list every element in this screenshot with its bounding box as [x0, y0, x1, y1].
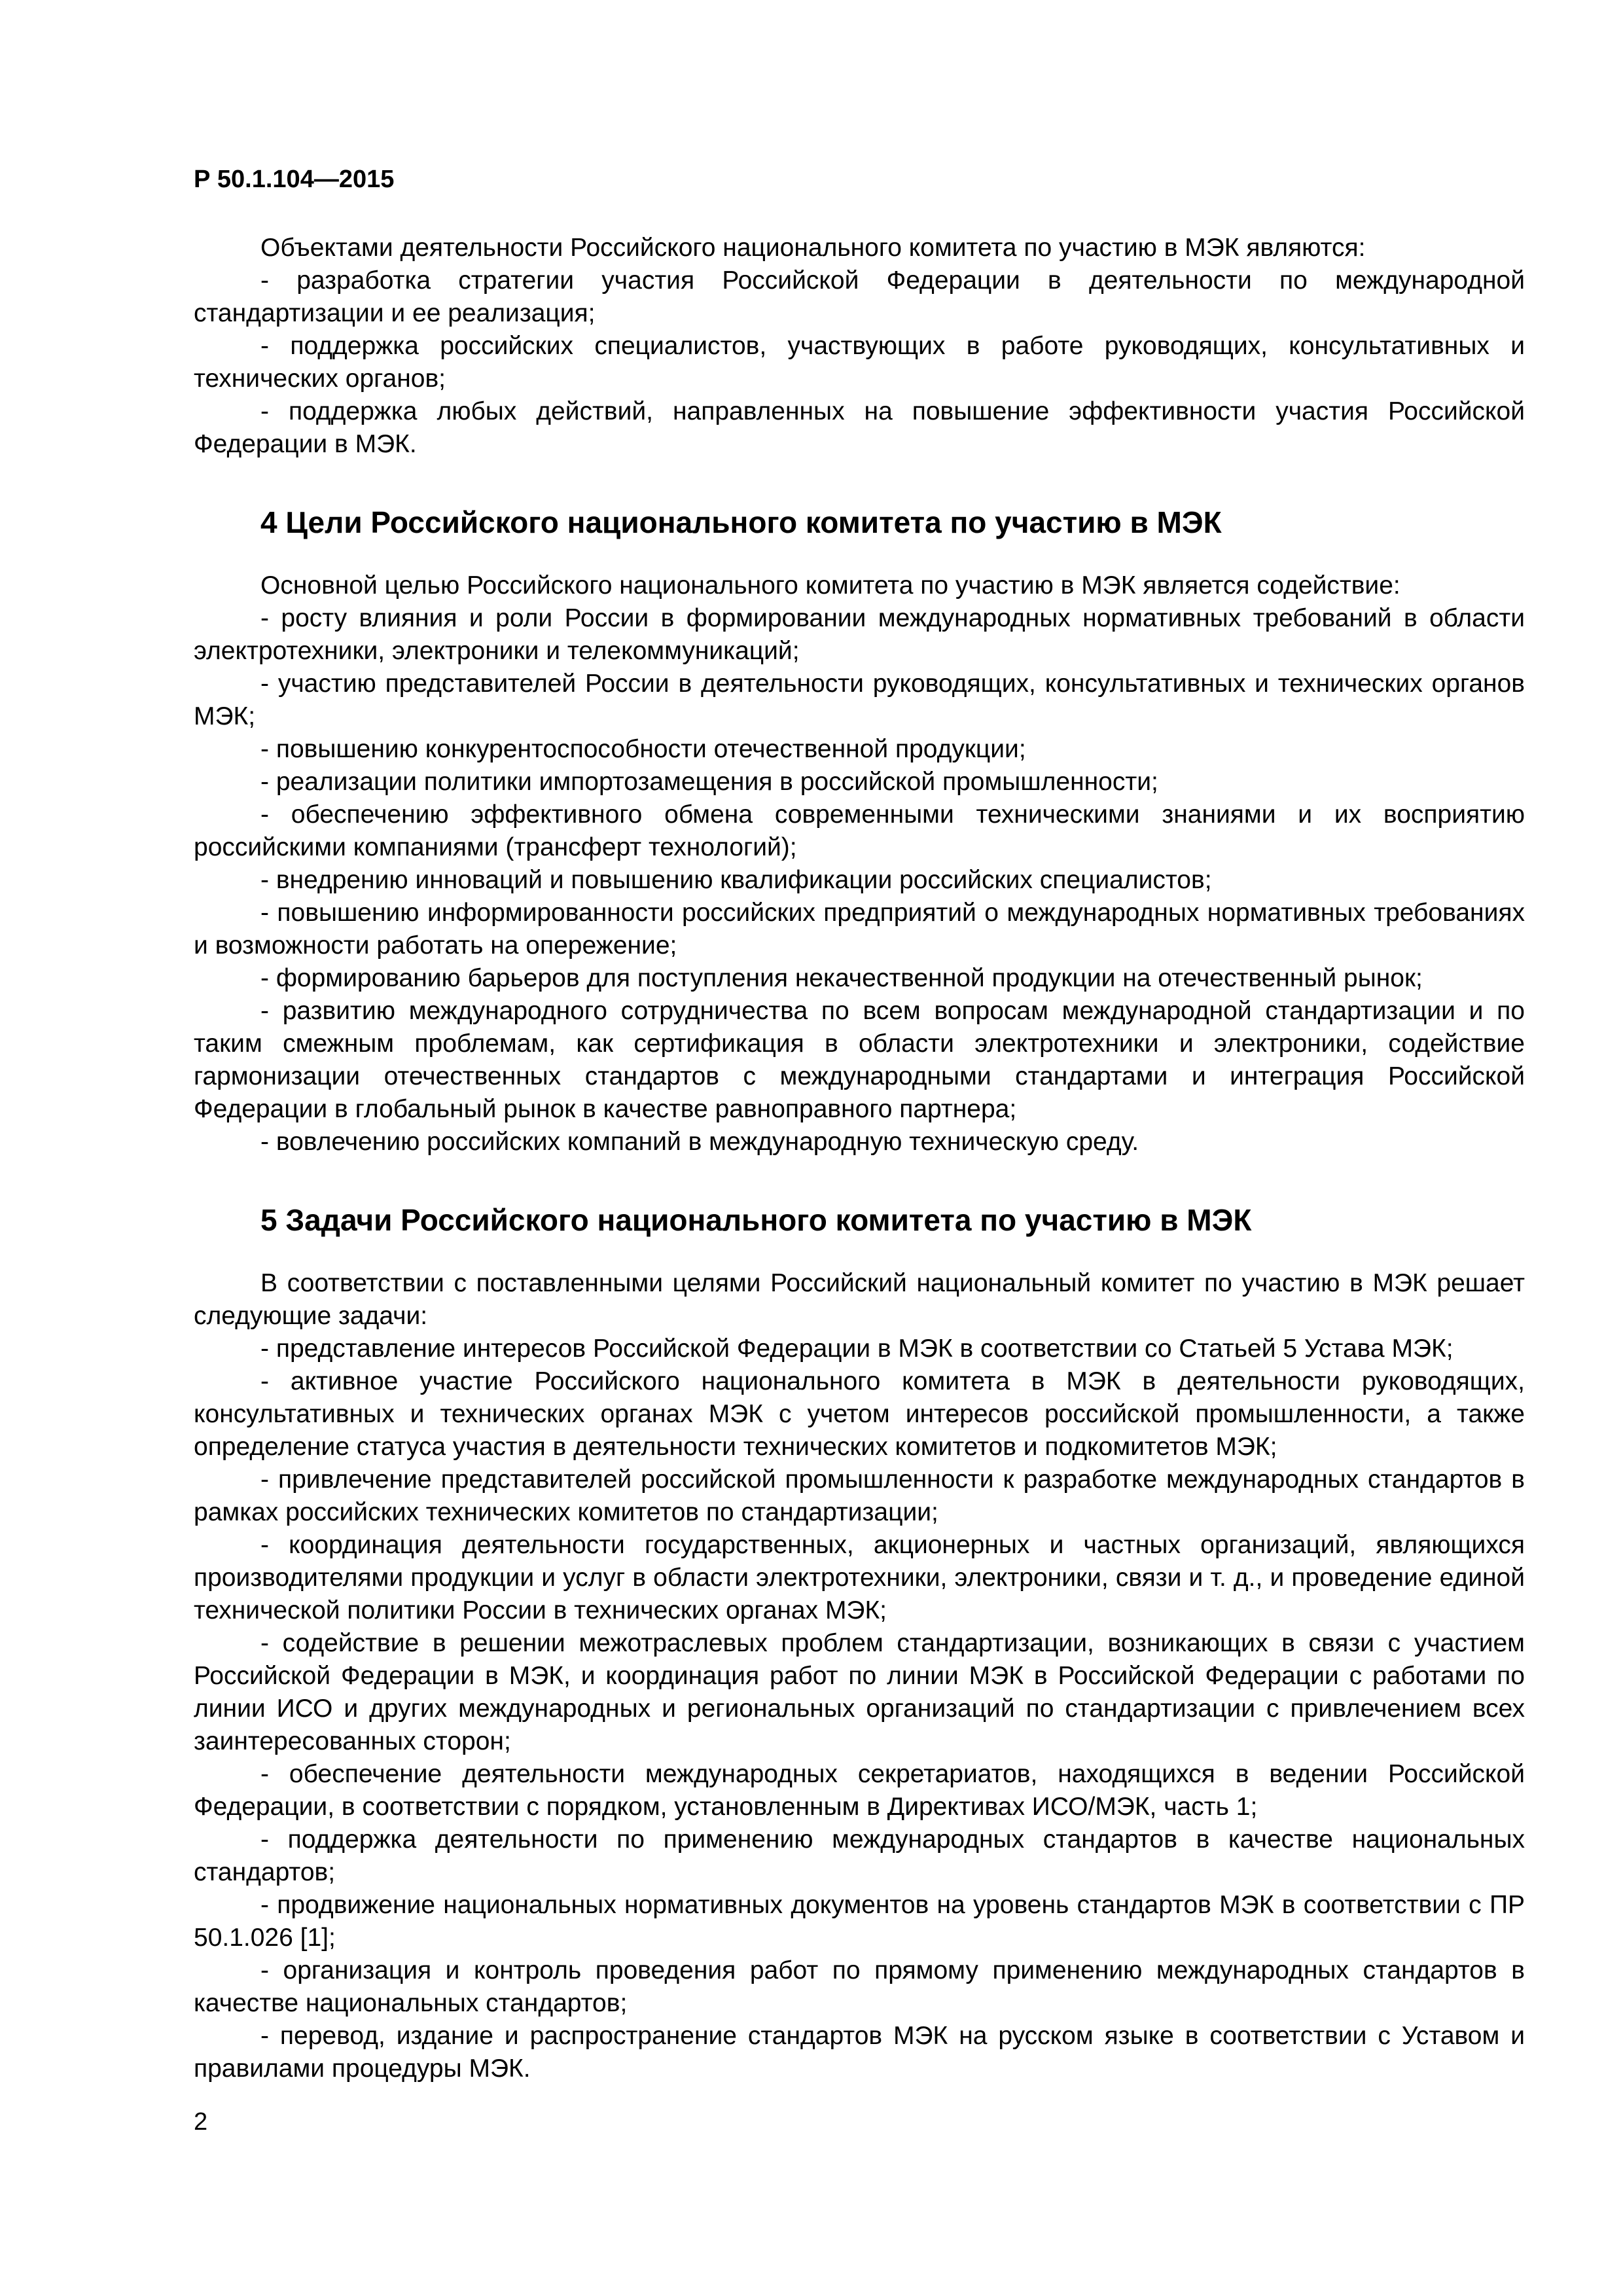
intro-section [194, 232, 1525, 461]
document-code: Р 50.1.104—2015 [194, 166, 395, 193]
section-4-list-item: - внедрению инноваций и повышению квалификации российских специалистов; [260, 866, 1212, 894]
section-4-list-item: - повышению информированности российских предприятий о международных нормативных требованиях и возможности работать на опережение; [194, 899, 1525, 960]
section-4-list-item: - реализации политики импортозамещения в российской промышленности; [260, 768, 1158, 796]
section-4-list-item: - формированию барьеров для поступления некачественной продукции на отечественный рынок; [260, 964, 1423, 992]
section-5-list-item: - координация деятельности государственных, акционерных и частных организаций, являющихся производителями продукции и услуг в области электротехники, электроники, связи и т. д., и проведение единой технической политики России в технических органах МЭК; [194, 1531, 1525, 1624]
section-4-list-item: - повышению конкурентоспособности отечественной продукции; [260, 735, 1026, 763]
section-4-paragraph: Основной целью Российского национального комитета по участию в МЭК является содействие: [260, 571, 1400, 600]
section-4 [194, 504, 1525, 1158]
section-5-paragraph: В соответствии с поставленными целями Российский национальный комитет по участию в МЭК решает следующие задачи: [194, 1269, 1525, 1330]
section-5-list-item: - представление интересов Российской Федерации в МЭК в соответствии со Статьей 5 Устава МЭК; [260, 1335, 1454, 1363]
section-5-list-item: - организация и контроль проведения работ по прямому применению международных стандартов в качестве национальных стандартов; [194, 1956, 1525, 2017]
section-4-list-item: - участию представителей России в деятельности руководящих, консультативных и технических органов МЭК; [194, 670, 1525, 730]
page-number: 2 [194, 2108, 208, 2136]
section-5-list-item: - обеспечение деятельности международных секретариатов, находящихся в ведении Российской Федерации, в соответствии с порядком, установленным в Директивах ИСО/МЭК, часть 1; [194, 1760, 1525, 1821]
intro-list-item: - поддержка российских специалистов, участвующих в работе руководящих, консультативных и технических органов; [194, 332, 1525, 393]
section-5 [194, 1202, 1525, 2085]
section-5-list-item: - перевод, издание и распространение стандартов МЭК на русском языке в соответствии с Уставом и правилами процедуры МЭК. [194, 2022, 1525, 2083]
section-5-list-item: - содействие в решении межотраслевых проблем стандартизации, возникающих в связи с участием Российской Федерации в МЭК, и координация работ по линии МЭК в Российской Федерации с работами по линии ИСО и других международных и региональных организаций по стандартизации с привлечением всех заинтересованных сторон; [194, 1629, 1525, 1755]
section-4-list-item: - вовлечению российских компаний в международную техническую среду. [260, 1128, 1139, 1156]
intro-paragraph: Объектами деятельности Российского национального комитета по участию в МЭК являются: [260, 234, 1366, 262]
section-5-list-item: - продвижение национальных нормативных документов на уровень стандартов МЭК в соответствии с ПР 50.1.026 [1]; [194, 1891, 1525, 1952]
section-5-list-item: - поддержка деятельности по применению международных стандартов в качестве национальных стандартов; [194, 1825, 1525, 1886]
section-4-heading: 4 Цели Российского национального комитета по участию в МЭК [260, 505, 1222, 539]
section-5-list-item: - привлечение представителей российской промышленности к разработке международных стандартов в рамках российских технических комитетов по стандартизации; [194, 1465, 1525, 1526]
intro-list-item: - разработка стратегии участия Российской Федерации в деятельности по международной стандартизации и ее реализация; [194, 266, 1525, 327]
section-4-list-item: - обеспечению эффективного обмена современными техническими знаниями и их восприятию российскими компаниями (трансферт технологий); [194, 800, 1525, 861]
section-4-list-item: - росту влияния и роли России в формировании международных нормативных требований в области электротехники, электроники и телекоммуникаций; [194, 604, 1525, 665]
document-page [194, 164, 1525, 2127]
intro-list-item: - поддержка любых действий, направленных на повышение эффективности участия Российской Федерации в МЭК. [194, 397, 1525, 458]
section-5-list-item: - активное участие Российского национального комитета в МЭК в деятельности руководящих, консультативных и технических органах МЭК с учетом интересов российской промышленности, а также определение статуса участия в деятельности технических комитетов и подкомитетов МЭК; [194, 1367, 1525, 1461]
section-4-list-item: - развитию международного сотрудничества по всем вопросам международной стандартизации и по таким смежным проблемам, как сертификация в области электротехники и электроники, содействие гармонизации отечественных стандартов с международными стандартами и интеграция Российской Федерации в глобальный рынок в качестве равноправного партнера; [194, 997, 1525, 1123]
section-5-heading: 5 Задачи Российского национального комитета по участию в МЭК [260, 1203, 1252, 1237]
